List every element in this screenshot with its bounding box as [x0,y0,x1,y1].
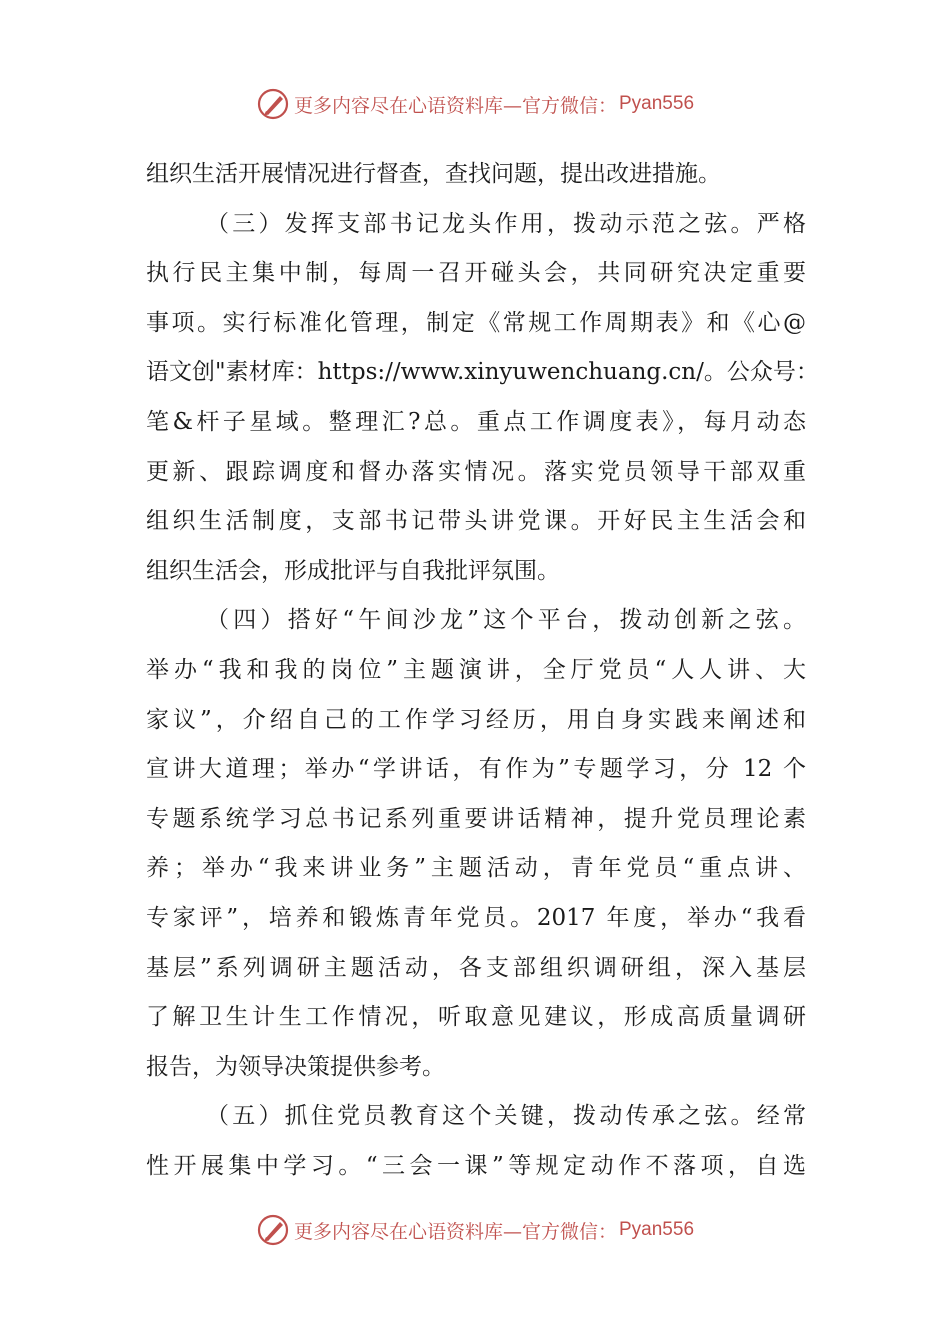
text-line: 执行民主集中制，每周一召开碰头会，共同研究决定重要 [146,260,806,287]
text-line: 性开展集中学习。“三会一课”等规定动作不落项，自选 [146,1152,806,1179]
text-line: 养；举办“我来讲业务”主题活动，青年党员“重点讲、 [146,855,806,882]
text-line: 专家评”，培养和锻炼青年党员。2017 年度，举办“我看 [146,904,806,931]
text-line: 宣讲大道理；举办“学讲话，有作为”专题学习，分 12 个 [146,756,806,783]
text-line: 组织生活会，形成批评与自我批评氛围。 [146,557,560,584]
pen-logo-icon [256,1213,290,1247]
text-line: 笔&杆子星域。整理汇?总。重点工作调度表》，每月动态 [146,408,806,435]
document-body [146,150,819,1191]
text-line: （三）发挥支部书记龙头作用，拨动示范之弦。严格 [206,210,806,237]
text-line: 家议”，介绍自己的工作学习经历，用自身实践来阐述和 [146,706,806,733]
text-line: 更新、跟踪调度和督办落实情况。落实党员领导干部双重 [146,458,806,485]
text-line: （五）抓住党员教育这个关键，拨动传承之弦。经常 [206,1103,806,1130]
banner-text: 更多内容尽在心语资料库—官方微信： [293,94,617,117]
text-line: （四）搭好“午间沙龙”这个平台，拨动创新之弦。 [206,607,806,634]
header-banner [0,86,950,122]
text-line: 组织生活制度，支部书记带头讲党课。开好民主生活会和 [146,508,806,535]
pen-logo-icon [256,87,290,121]
text-line: 专题系统学习总书记系列重要讲话精神，提升党员理论素 [146,805,806,832]
banner-wechat-id: Pyan556 [619,1219,695,1240]
text-line: 事项。实行标准化管理，制定《常规工作周期表》和《心@ [146,309,806,336]
banner-wechat-id: Pyan556 [619,93,695,114]
text-line: 语文创"素材库：https://www.xinyuwenchuang.cn/。公众号： [146,359,819,386]
banner-text: 更多内容尽在心语资料库—官方微信： [293,1220,617,1243]
text-line: 了解卫生计生工作情况，听取意见建议，形成高质量调研 [146,1004,806,1031]
text-line: 基层”系列调研主题活动，各支部组织调研组，深入基层 [146,954,806,981]
text-line: 报告，为领导决策提供参考。 [146,1053,445,1080]
footer-banner [0,1212,950,1248]
text-line: 组织生活开展情况进行督查，查找问题，提出改进措施。 [146,161,721,187]
text-line: 举办“我和我的岗位”主题演讲，全厅党员“人人讲、大 [146,656,806,683]
